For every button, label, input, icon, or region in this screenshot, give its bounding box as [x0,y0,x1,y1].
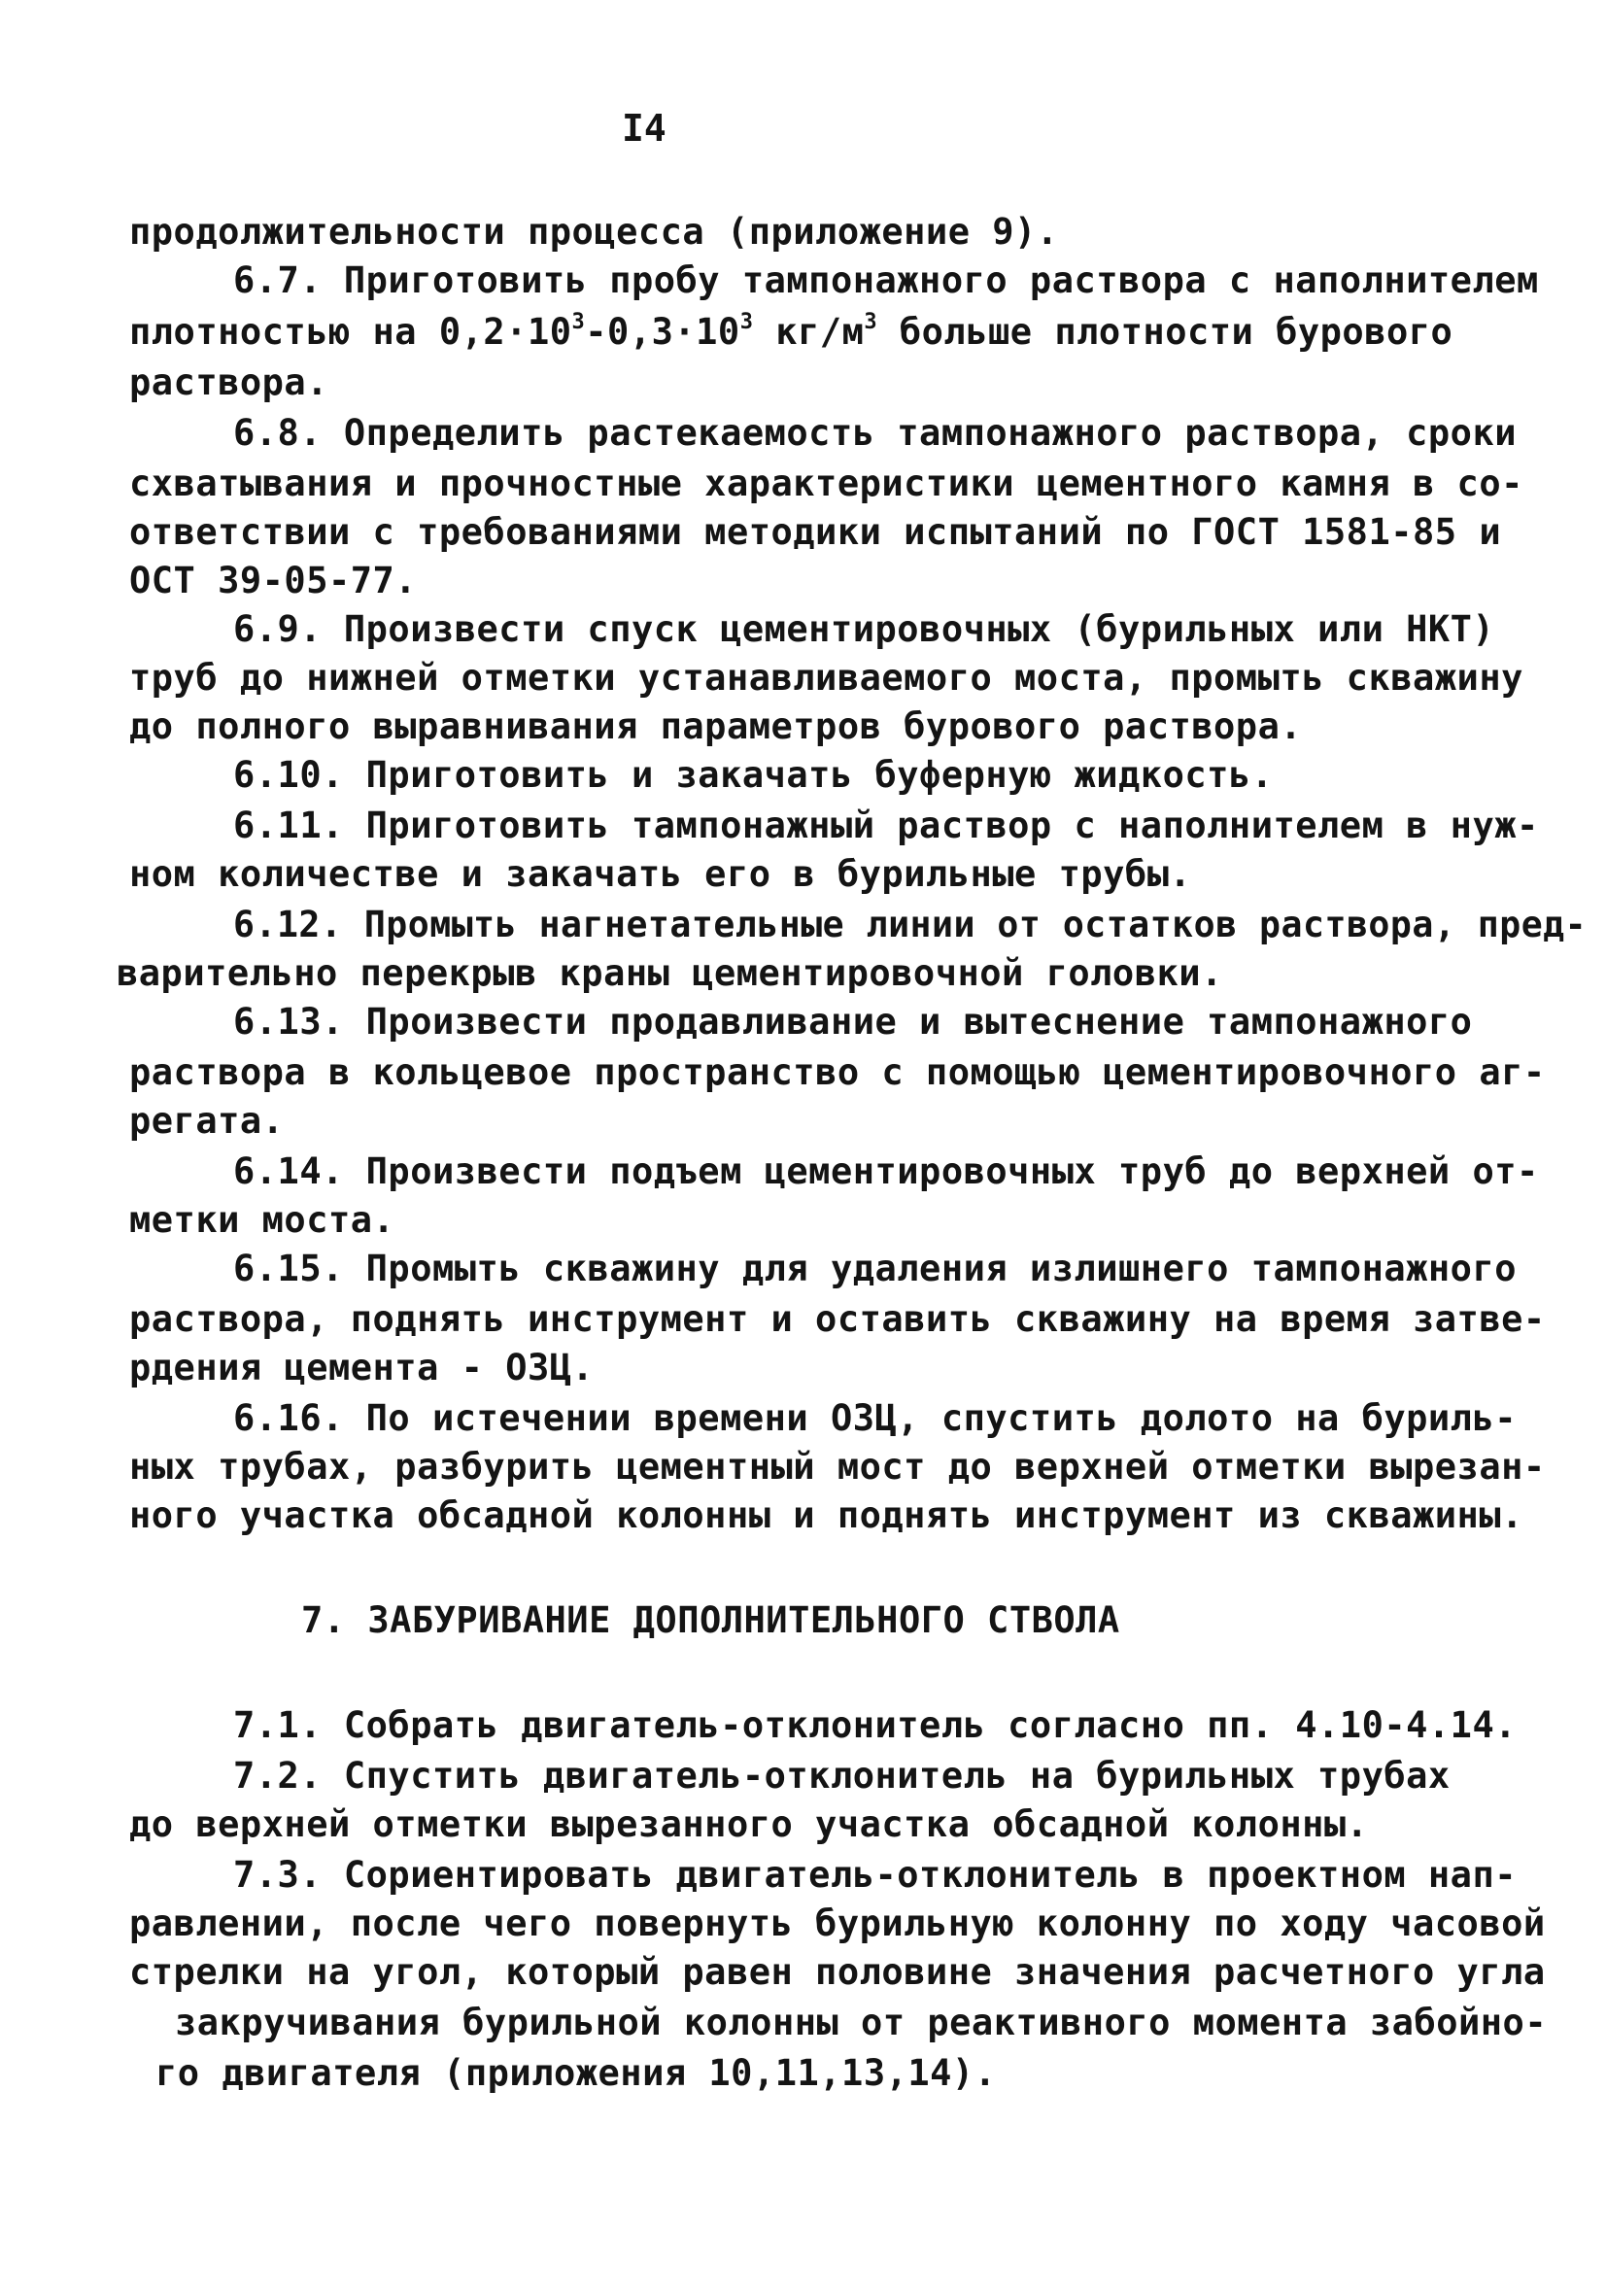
page-number: I4 [622,107,666,150]
text-segment: больше плотности бурового [877,311,1453,353]
text-line: до полного выравнивания параметров бурового раствора. [129,705,1303,747]
text-line: закручивания бурильной колонны от реактивного момента забойно- [175,2002,1548,2043]
text-line: ного участка обсадной колонны и поднять инструмент из скважины. [129,1494,1523,1536]
superscript: 3 [864,310,878,334]
text-line: равлении, после чего повернуть бурильную колонну по ходу часовой [129,1902,1546,1944]
text-line: ном количестве и закачать его в бурильные трубы. [129,853,1192,895]
text-line: раствора, поднять инструмент и оставить скважину на время затве- [129,1298,1546,1340]
text-line-with-superscripts [129,309,1452,356]
superscript: 3 [739,310,754,334]
text-line: ных трубах, разбурить цементный мост до верхней отметки вырезан- [129,1446,1546,1488]
paragraph-6-13: 6.13. Произвести продавливание и вытеснение тампонажного [233,1001,1473,1043]
text-line: регата. [129,1100,285,1142]
text-line: варительно перекрыв краны цементировочной головки. [117,952,1223,994]
text-line: раствора в кольцевое пространство с помощью цементировочного аг- [129,1051,1546,1093]
text-line: до верхней отметки вырезанного участка обсадной колонны. [129,1803,1369,1845]
text-line: ответствии с требованиями методики испытаний по ГОСТ 1581-85 и [129,511,1502,553]
paragraph-6-15: 6.15. Промыть скважину для удаления излишнего тампонажного [233,1248,1518,1289]
paragraph-6-10: 6.10. Приготовить и закачать буферную жидкость. [233,754,1274,796]
text-line: схватывания и прочностные характеристики цементного камня в со- [129,463,1523,504]
section-heading: 7. ЗАБУРИВАНИЕ ДОПОЛНИТЕЛЬНОГО СТВОЛА [301,1599,1120,1641]
text-line: стрелки на угол, который равен половине значения расчетного угла [129,1951,1546,1993]
text-line: рдения цемента - ОЗЦ. [129,1347,595,1388]
text-line: продолжительности процесса (приложение 9). [129,211,1059,253]
paragraph-7-3: 7.3. Сориентировать двигатель-отклонитель в проектном нап- [233,1854,1518,1896]
paragraph-7-1: 7.1. Собрать двигатель-отклонитель согласно пп. 4.10-4.14. [233,1704,1518,1746]
paragraph-6-8: 6.8. Определить растекаемость тампонажного раствора, сроки [233,412,1518,454]
superscript: 3 [571,310,586,334]
text-line: труб до нижней отметки устанавливаемого моста, промыть скважину [129,657,1523,699]
text-segment: плотностью на 0,2·10 [129,311,572,353]
paragraph-7-2: 7.2. Спустить двигатель-отклонитель на бурильных трубах [233,1755,1451,1797]
paragraph-6-7: 6.7. Приготовить пробу тампонажного раствора с наполнителем [233,259,1539,301]
paragraph-6-11: 6.11. Приготовить тампонажный раствор с наполнителем в нуж- [233,805,1539,846]
paragraph-6-14: 6.14. Произвести подъем цементировочных труб до верхней от- [233,1150,1539,1192]
text-line: метки моста. [129,1199,395,1241]
text-line: ОСТ 39-05-77. [129,560,418,601]
paragraph-6-9: 6.9. Произвести спуск цементировочных (бурильных или НКТ) [233,608,1495,650]
text-line: раствора. [129,361,328,403]
paragraph-6-16: 6.16. По истечении времени ОЗЦ, спустить долото на буриль- [233,1397,1518,1439]
text-segment: -0,3·10 [585,311,740,353]
paragraph-6-12: 6.12. Промыть нагнетательные линии от остатков раствора, пред- [233,904,1588,945]
text-line: го двигателя (приложения 10,11,13,14). [155,2052,997,2094]
text-segment: кг/м [753,311,865,353]
